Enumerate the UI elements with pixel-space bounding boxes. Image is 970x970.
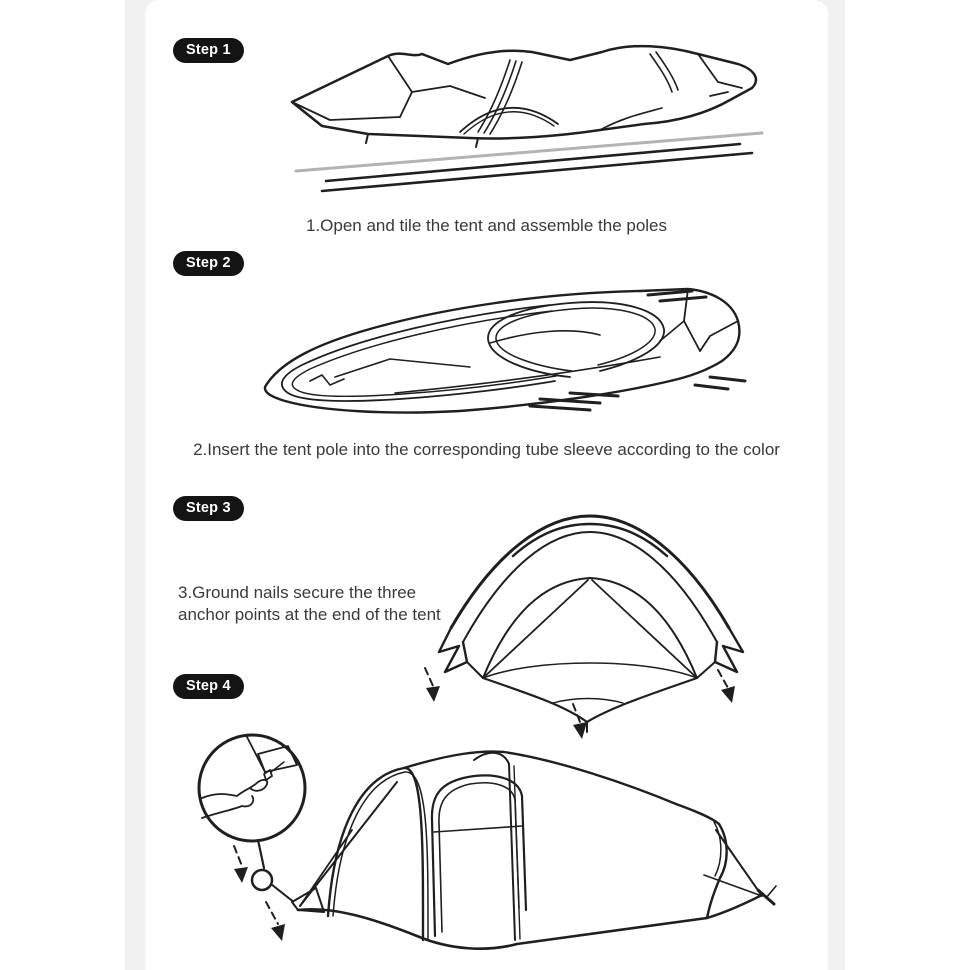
step-1-illustration-folded-tent (270, 30, 790, 202)
step-2-caption: 2.Insert the tent pole into the corresponding tube sleeve according to the color (193, 440, 780, 459)
step-2-illustration-poles-in-sleeves (240, 281, 770, 431)
step-4-badge: Step 4 (173, 674, 244, 699)
folded-tent-drawing (292, 46, 756, 147)
arched-tent-drawing (439, 516, 743, 732)
step-3-caption (178, 582, 441, 626)
anchor-arrow-left-icon (425, 668, 440, 702)
step-2-badge: Step 2 (173, 251, 244, 276)
instructions-card (145, 0, 828, 970)
anchor-arrow-right-icon (718, 670, 735, 703)
step-1-badge: Step 1 (173, 38, 244, 63)
stake-callout-lines (252, 840, 300, 907)
stake-arrow-upper-icon (234, 846, 248, 883)
stake-arrow-lower-icon (266, 902, 285, 941)
step-3-badge: Step 3 (173, 496, 244, 521)
magnifier-detail-circle (199, 735, 305, 841)
step-1-caption: 1.Open and tile the tent and assemble the poles (305, 216, 668, 235)
step-3-illustration-anchored-tent (405, 500, 775, 745)
tunnel-tent-drawing (292, 752, 776, 949)
flat-tent-drawing (265, 289, 740, 413)
step-4-illustration-pitched-tent (192, 710, 807, 968)
step-3-caption-line-1: 3.Ground nails secure the three (178, 583, 417, 602)
step-3-caption-line-2: anchor points at the end of the tent (178, 605, 441, 624)
